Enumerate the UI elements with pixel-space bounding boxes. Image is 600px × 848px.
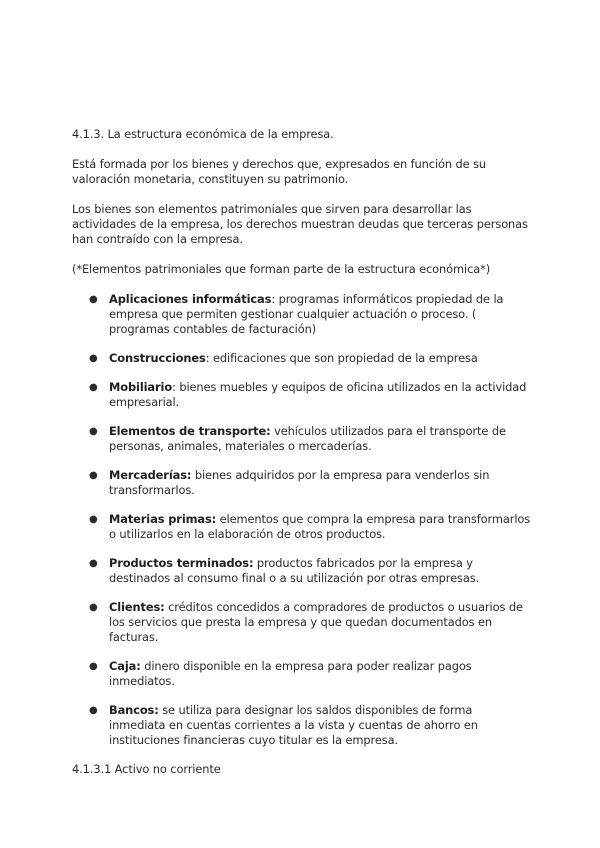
item-desc: dinero disponible en la empresa para poder realizar pagos inmediatos. <box>109 659 472 688</box>
bullet-icon: ● <box>89 661 98 672</box>
item-term: Elementos de transporte: <box>109 424 271 438</box>
subsection-heading: 4.1.3.1 Activo no corriente <box>72 762 221 776</box>
list-item <box>72 600 532 645</box>
item-term: Mobiliario <box>109 380 173 394</box>
item-desc: : bienes muebles y equipos de oficina utilizados en la actividad empresarial. <box>109 380 527 409</box>
item-desc: : edificaciones que son propiedad de la empresa <box>205 351 478 365</box>
bullet-icon: ● <box>89 470 98 481</box>
item-term: Construcciones <box>109 351 206 365</box>
item-desc: bienes adquiridos por la empresa para venderlos sin transformarlos. <box>109 468 490 497</box>
list-item <box>72 556 532 586</box>
item-term: Caja: <box>109 659 141 673</box>
item-desc: se utiliza para designar los saldos disponibles de forma inmediata en cuentas corrientes a la vista y cuentas de ahorro en instituciones financieras cuyo titular es la empresa. <box>109 703 478 747</box>
bullet-icon: ● <box>89 705 98 716</box>
paragraph-definition: Está formada por los bienes y derechos que, expresados en función de su valoración monetaria, constituyen su patrimonio. <box>72 157 487 186</box>
bullet-icon: ● <box>89 382 98 393</box>
bullet-icon: ● <box>89 426 98 437</box>
document-page <box>72 127 532 792</box>
item-term: Clientes: <box>109 600 165 614</box>
list-item <box>72 468 532 498</box>
list-item <box>72 512 532 542</box>
item-desc: : programas informáticos propiedad de la empresa que permiten gestionar cualquier actuación o proceso. ( programas contables de facturación) <box>109 292 504 336</box>
paragraph-bienes-derechos: Los bienes son elementos patrimoniales que sirven para desarrollar las actividades de la empresa, los derechos muestran deudas que terceras personas han contraído con la empresa. <box>72 202 528 246</box>
item-term: Mercaderías: <box>109 468 192 482</box>
list-item <box>72 351 532 366</box>
item-term: Materias primas: <box>109 512 217 526</box>
item-desc: elementos que compra la empresa para transformarlos o utilizarlos en la elaboración de otros productos. <box>109 512 531 541</box>
bullet-icon: ● <box>89 294 98 305</box>
item-desc: productos fabricados por la empresa y destinados al consumo final o a su utilización por otras empresas. <box>109 556 480 585</box>
bullet-icon: ● <box>89 514 98 525</box>
patrimonial-elements-list <box>72 292 532 748</box>
item-desc: vehículos utilizados para el transporte de personas, animales, materiales o mercaderías. <box>109 424 506 453</box>
bullet-icon: ● <box>89 353 98 364</box>
list-item <box>72 703 532 748</box>
bullet-icon: ● <box>89 558 98 569</box>
item-term: Aplicaciones informáticas <box>109 292 272 306</box>
item-term: Bancos: <box>109 703 159 717</box>
item-term: Productos terminados: <box>109 556 254 570</box>
list-item <box>72 292 532 337</box>
bullet-icon: ● <box>89 602 98 613</box>
list-item <box>72 424 532 454</box>
list-item <box>72 380 532 410</box>
note-elementos: (*Elementos patrimoniales que forman parte de la estructura económica*) <box>72 262 491 276</box>
section-heading: 4.1.3. La estructura económica de la empresa. <box>72 127 334 141</box>
item-desc: créditos concedidos a compradores de productos o usuarios de los servicios que presta la empresa y que quedan documentados en facturas. <box>109 600 523 644</box>
list-item <box>72 659 532 689</box>
